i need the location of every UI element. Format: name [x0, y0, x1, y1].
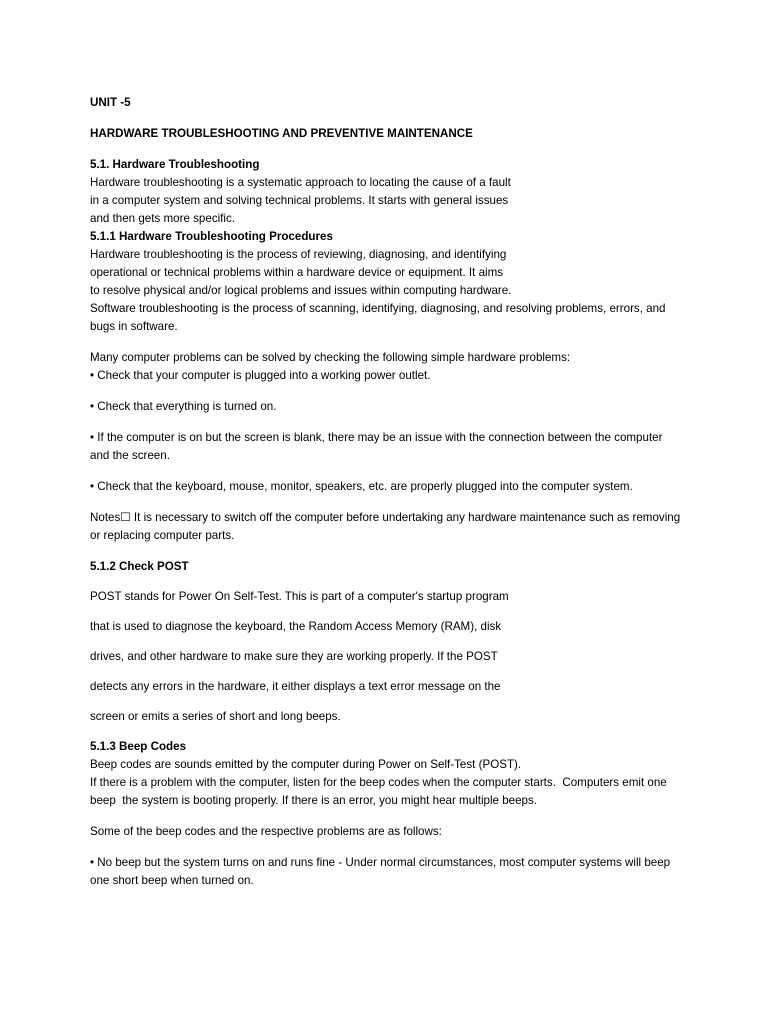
- bullet-item: • Check that the keyboard, mouse, monitor, speakers, etc. are properly plugged into the computer system.: [90, 480, 633, 493]
- paragraph-line: Hardware troubleshooting is the process of reviewing, diagnosing, and identifying: [90, 248, 507, 261]
- paragraph-line: screen or emits a series of short and long beeps.: [90, 710, 341, 723]
- bullet-item: • No beep but the system turns on and runs fine - Under normal circumstances, most computer systems will beep: [90, 856, 671, 869]
- section-heading-5-1-3: 5.1.3 Beep Codes: [90, 740, 187, 753]
- paragraph-line: that is used to diagnose the keyboard, the Random Access Memory (RAM), disk: [90, 620, 502, 633]
- document-page: [90, 94, 690, 890]
- bullet-item: • If the computer is on but the screen is blank, there may be an issue with the connection between the computer: [90, 431, 663, 444]
- section-heading-5-1: 5.1. Hardware Troubleshooting: [90, 158, 260, 171]
- paragraph-line: and then gets more specific.: [90, 212, 236, 225]
- section-heading-5-1-2: 5.1.2 Check POST: [90, 560, 189, 573]
- paragraph-line: to resolve physical and/or logical problems and issues within computing hardware.: [90, 284, 512, 297]
- paragraph-line: drives, and other hardware to make sure they are working properly. If the POST: [90, 650, 498, 663]
- paragraph-line: POST stands for Power On Self-Test. This is part of a computer's startup program: [90, 590, 509, 603]
- unit-title: UNIT -5: [90, 96, 131, 109]
- section-heading-5-1-1: 5.1.1 Hardware Troubleshooting Procedures: [90, 230, 333, 243]
- note-line: or replacing computer parts.: [90, 529, 235, 542]
- bullet-item: • Check that your computer is plugged into a working power outlet.: [90, 369, 431, 382]
- paragraph-line: beep the system is booting properly. If there is an error, you might hear multiple beeps.: [90, 794, 538, 807]
- beep-codes-intro: Some of the beep codes and the respective problems are as follows:: [90, 825, 442, 838]
- paragraph-line: Software troubleshooting is the process of scanning, identifying, diagnosing, and resolving problems, errors, and: [90, 302, 666, 315]
- checklist-intro: Many computer problems can be solved by checking the following simple hardware problems:: [90, 351, 571, 364]
- paragraph-line: Hardware troubleshooting is a systematic approach to locating the cause of a fault: [90, 176, 511, 189]
- bullet-item-continued: one short beep when turned on.: [90, 874, 254, 887]
- bullet-item: • Check that everything is turned on.: [90, 400, 277, 413]
- note-line: Notes☐ It is necessary to switch off the computer before undertaking any hardware maintenance such as removing: [90, 511, 681, 524]
- paragraph-line: detects any errors in the hardware, it either displays a text error message on the: [90, 680, 501, 693]
- paragraph-line: bugs in software.: [90, 320, 178, 333]
- bullet-item-continued: and the screen.: [90, 449, 170, 462]
- paragraph-line: in a computer system and solving technical problems. It starts with general issues: [90, 194, 509, 207]
- document-title: HARDWARE TROUBLESHOOTING AND PREVENTIVE MAINTENANCE: [90, 127, 473, 140]
- paragraph-line: If there is a problem with the computer, listen for the beep codes when the computer starts. Computers emit one: [90, 776, 667, 789]
- paragraph-line: operational or technical problems within a hardware device or equipment. It aims: [90, 266, 504, 279]
- paragraph-line: Beep codes are sounds emitted by the computer during Power on Self-Test (POST).: [90, 758, 522, 771]
